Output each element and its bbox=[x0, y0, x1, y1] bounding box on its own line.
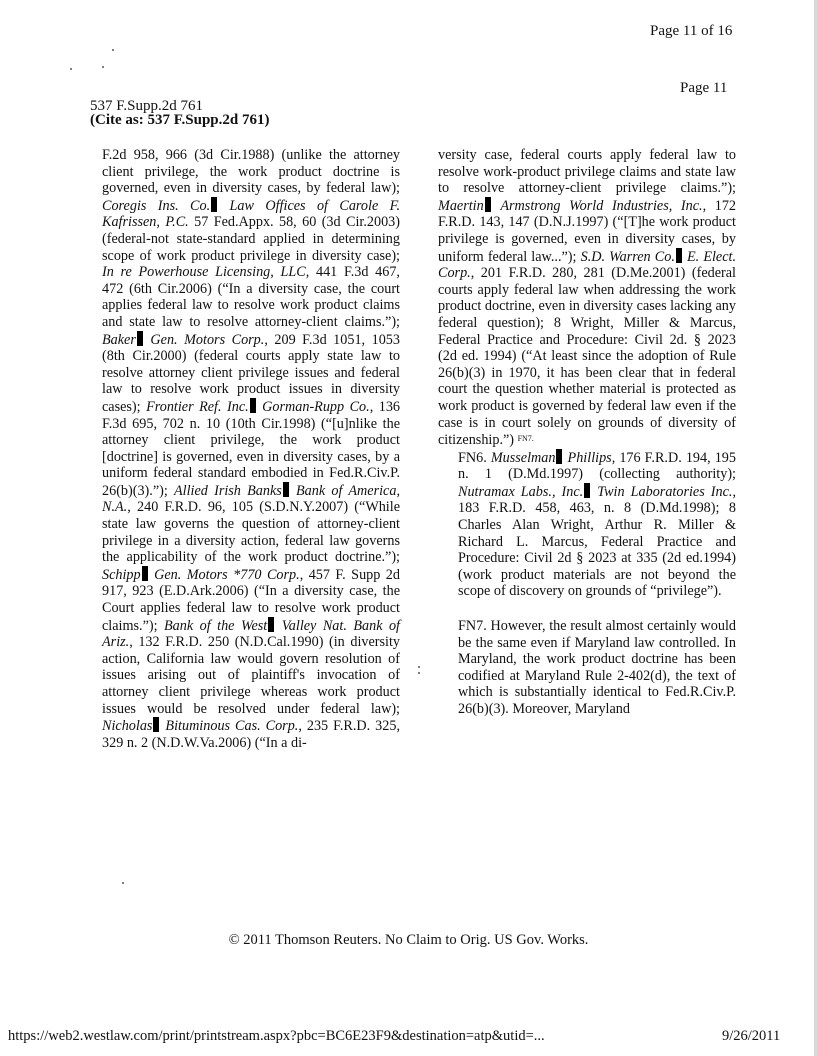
scan-speck bbox=[122, 882, 124, 884]
redaction-mark bbox=[268, 617, 274, 632]
text-run: , 136 F.3d 695, 702 n. 10 (10th Cir.1998) (“[u]nlike the attorney client privilege, the work product [doctrine] is governed, even in diversity cases, by a uniform federal standard embodied in Fed.R.Civ.P. 26(b)(3).”); bbox=[102, 398, 400, 499]
right-column-text bbox=[438, 147, 736, 449]
case-name: Coregis Ins. Co. bbox=[102, 197, 211, 214]
redaction-mark bbox=[137, 331, 143, 346]
text-run: F.2d 958, 966 (3d Cir.1988) (unlike the attorney client privilege, the work product doctrine is governed, even in diversity cases, by federal law); bbox=[102, 147, 400, 197]
page-of-label: Page 11 of 16 bbox=[650, 23, 733, 39]
footnote-6 bbox=[438, 449, 736, 600]
right-column bbox=[438, 147, 736, 718]
text-run: , 441 F.3d 467, 472 (6th Cir.2006) (“In a diversity case, the court applies federal law to resolve work product claims and state law to resolve attorney-client claims.”); bbox=[102, 264, 400, 330]
redaction-mark bbox=[142, 566, 148, 581]
text-run: versity case, federal courts apply federal law to resolve work-product privilege claims and state law to resolve attorney-client privilege claims.”); bbox=[438, 147, 736, 197]
print-url: https://web2.westlaw.com/print/printstream.aspx?pbc=BC6E23F9&destination=atp&utid=... bbox=[8, 1028, 545, 1044]
text-run: , 183 F.R.D. 458, 463, n. 8 (D.Md.1998); 8 Charles Alan Wright, Arthur R. Miller & Richard L. Marcus, Federal Practice and Procedure: Civil 2d § 2023 at 335 (2d ed.1994)(work product materials are not beyond the scope of discovery on grounds of “privilege”). bbox=[458, 483, 736, 600]
case-name: S.D. Warren Co. bbox=[580, 248, 675, 265]
left-column-text bbox=[102, 147, 400, 751]
case-name: Maertin bbox=[438, 197, 484, 214]
redaction-mark bbox=[556, 449, 562, 464]
case-name: Armstrong World Industries, Inc. bbox=[500, 197, 703, 214]
text-run: , 235 F.R.D. 325, 329 n. 2 (N.D.W.Va.2006) (“In a di- bbox=[102, 718, 401, 751]
case-name: Frontier Ref. Inc. bbox=[146, 398, 249, 415]
scan-speck bbox=[112, 49, 114, 51]
case-name: Law Offices of Carole F. Kafrissen, P.C. bbox=[102, 197, 400, 231]
text-run: , 132 F.R.D. 250 (N.D.Cal.1990) (in diversity action, California law would govern resolution of issues arising out of plaintiff's invocation of attorney client privilege whereas work product issues would be resolved under federal law); bbox=[102, 634, 400, 717]
case-name: Valley Nat. Bank of Ariz. bbox=[102, 617, 400, 651]
case-name: E. Elect. Corp. bbox=[438, 248, 737, 282]
case-name: Bank of America, N.A. bbox=[102, 482, 400, 516]
redaction-mark bbox=[283, 482, 289, 497]
case-name: Gorman-Rupp Co. bbox=[262, 398, 370, 415]
text-run: , 176 F.R.D. 194, 195 n. 1 (D.Md.1997) (collecting authority); bbox=[458, 449, 736, 483]
footnote-7 bbox=[438, 618, 736, 718]
case-name: Musselman bbox=[490, 449, 556, 466]
redaction-mark bbox=[250, 398, 256, 413]
cite-as: (Cite as: 537 F.Supp.2d 761) bbox=[90, 112, 270, 128]
scan-speck bbox=[418, 672, 420, 674]
case-name: Gen. Motors *770 Corp. bbox=[154, 566, 300, 583]
scan-speck bbox=[102, 66, 104, 68]
redaction-mark bbox=[211, 197, 217, 212]
text-run: , 201 F.R.D. 280, 281 (D.Me.2001) (federal courts apply federal law when addressing the work product doctrine, even in diversity cases lacking any federal question); 8 Wright, Miller & Marcus, Federal Practice and Procedure: Civil 2d. § 2023 (2d ed. 1994) (“At least since the adoption of Rule 26(b)(3) in 1970, it has been clear that in federal court the question whether material is protected as work product is governed by federal law even if the case is in court solely on grounds of diversity of citizenship.”) bbox=[438, 265, 736, 449]
redaction-mark bbox=[485, 197, 491, 212]
text-run bbox=[218, 198, 229, 214]
case-name: Twin Laboratories Inc. bbox=[597, 483, 733, 500]
case-name: Bituminous Cas. Corp. bbox=[165, 718, 299, 735]
footnote-ref: FN7. bbox=[517, 434, 534, 444]
redaction-mark bbox=[676, 248, 682, 263]
text-run: , 172 F.R.D. 143, 147 (D.N.J.1997) (“[T]he work product privilege is governed, even in diversity cases, by uniform federal law...”); bbox=[438, 197, 737, 265]
text-run: , 240 F.R.D. 96, 105 (S.D.N.Y.2007) (“While state law governs the question of attorney-client privilege in a diversity action, federal law governs the applicability of the work product doctrine.”); bbox=[102, 499, 400, 566]
case-name: Gen. Motors Corp. bbox=[150, 331, 265, 348]
redaction-mark bbox=[153, 717, 159, 732]
text-run: 57 Fed.Appx. 58, 60 (3d Cir.2003) (federal-not state-standard applied in determining scope of work product privilege in diversity case); bbox=[102, 214, 400, 264]
case-name: Nicholas bbox=[102, 718, 153, 735]
text-run: FN6. bbox=[458, 449, 491, 466]
print-date: 9/26/2011 bbox=[722, 1028, 781, 1044]
case-name: Schipp bbox=[102, 566, 141, 583]
case-name: Baker bbox=[102, 331, 136, 348]
case-name: Phillips bbox=[567, 449, 612, 466]
case-name: In re Powerhouse Licensing, LLC bbox=[102, 264, 306, 281]
text-run: , 209 F.3d 1051, 1053 (8th Cir.2000) (federal courts apply state law to resolve attorney client privilege issues and federal law to resolve work product issues in diversity cases); bbox=[102, 331, 400, 415]
left-column bbox=[102, 147, 400, 751]
case-name: Allied Irish Banks bbox=[174, 482, 282, 499]
text-run: , 457 F. Supp 2d 917, 923 (E.D.Ark.2006) (“In a diversity case, the Court applies federal law to resolve work product claims.”); bbox=[102, 566, 400, 634]
scan-speck bbox=[70, 68, 72, 70]
copyright-notice: © 2011 Thomson Reuters. No Claim to Orig. US Gov. Works. bbox=[228, 932, 589, 948]
citation: 537 F.Supp.2d 761 bbox=[90, 98, 203, 114]
text-run: FN7. However, the result almost certainly would be the same even if Maryland law controlled. In Maryland, the work product doctrine has been codified at Maryland Rule 2-402(d), the text of which is substantially identical to Fed.R.Civ.P. 26(b)(3). Moreover, Maryland bbox=[458, 618, 736, 717]
case-name: Nutramax Labs., Inc. bbox=[458, 483, 584, 500]
redaction-mark bbox=[584, 483, 590, 498]
page-number: Page 11 bbox=[680, 80, 728, 96]
scan-speck bbox=[418, 666, 420, 668]
case-name: Bank of the West bbox=[164, 617, 268, 634]
